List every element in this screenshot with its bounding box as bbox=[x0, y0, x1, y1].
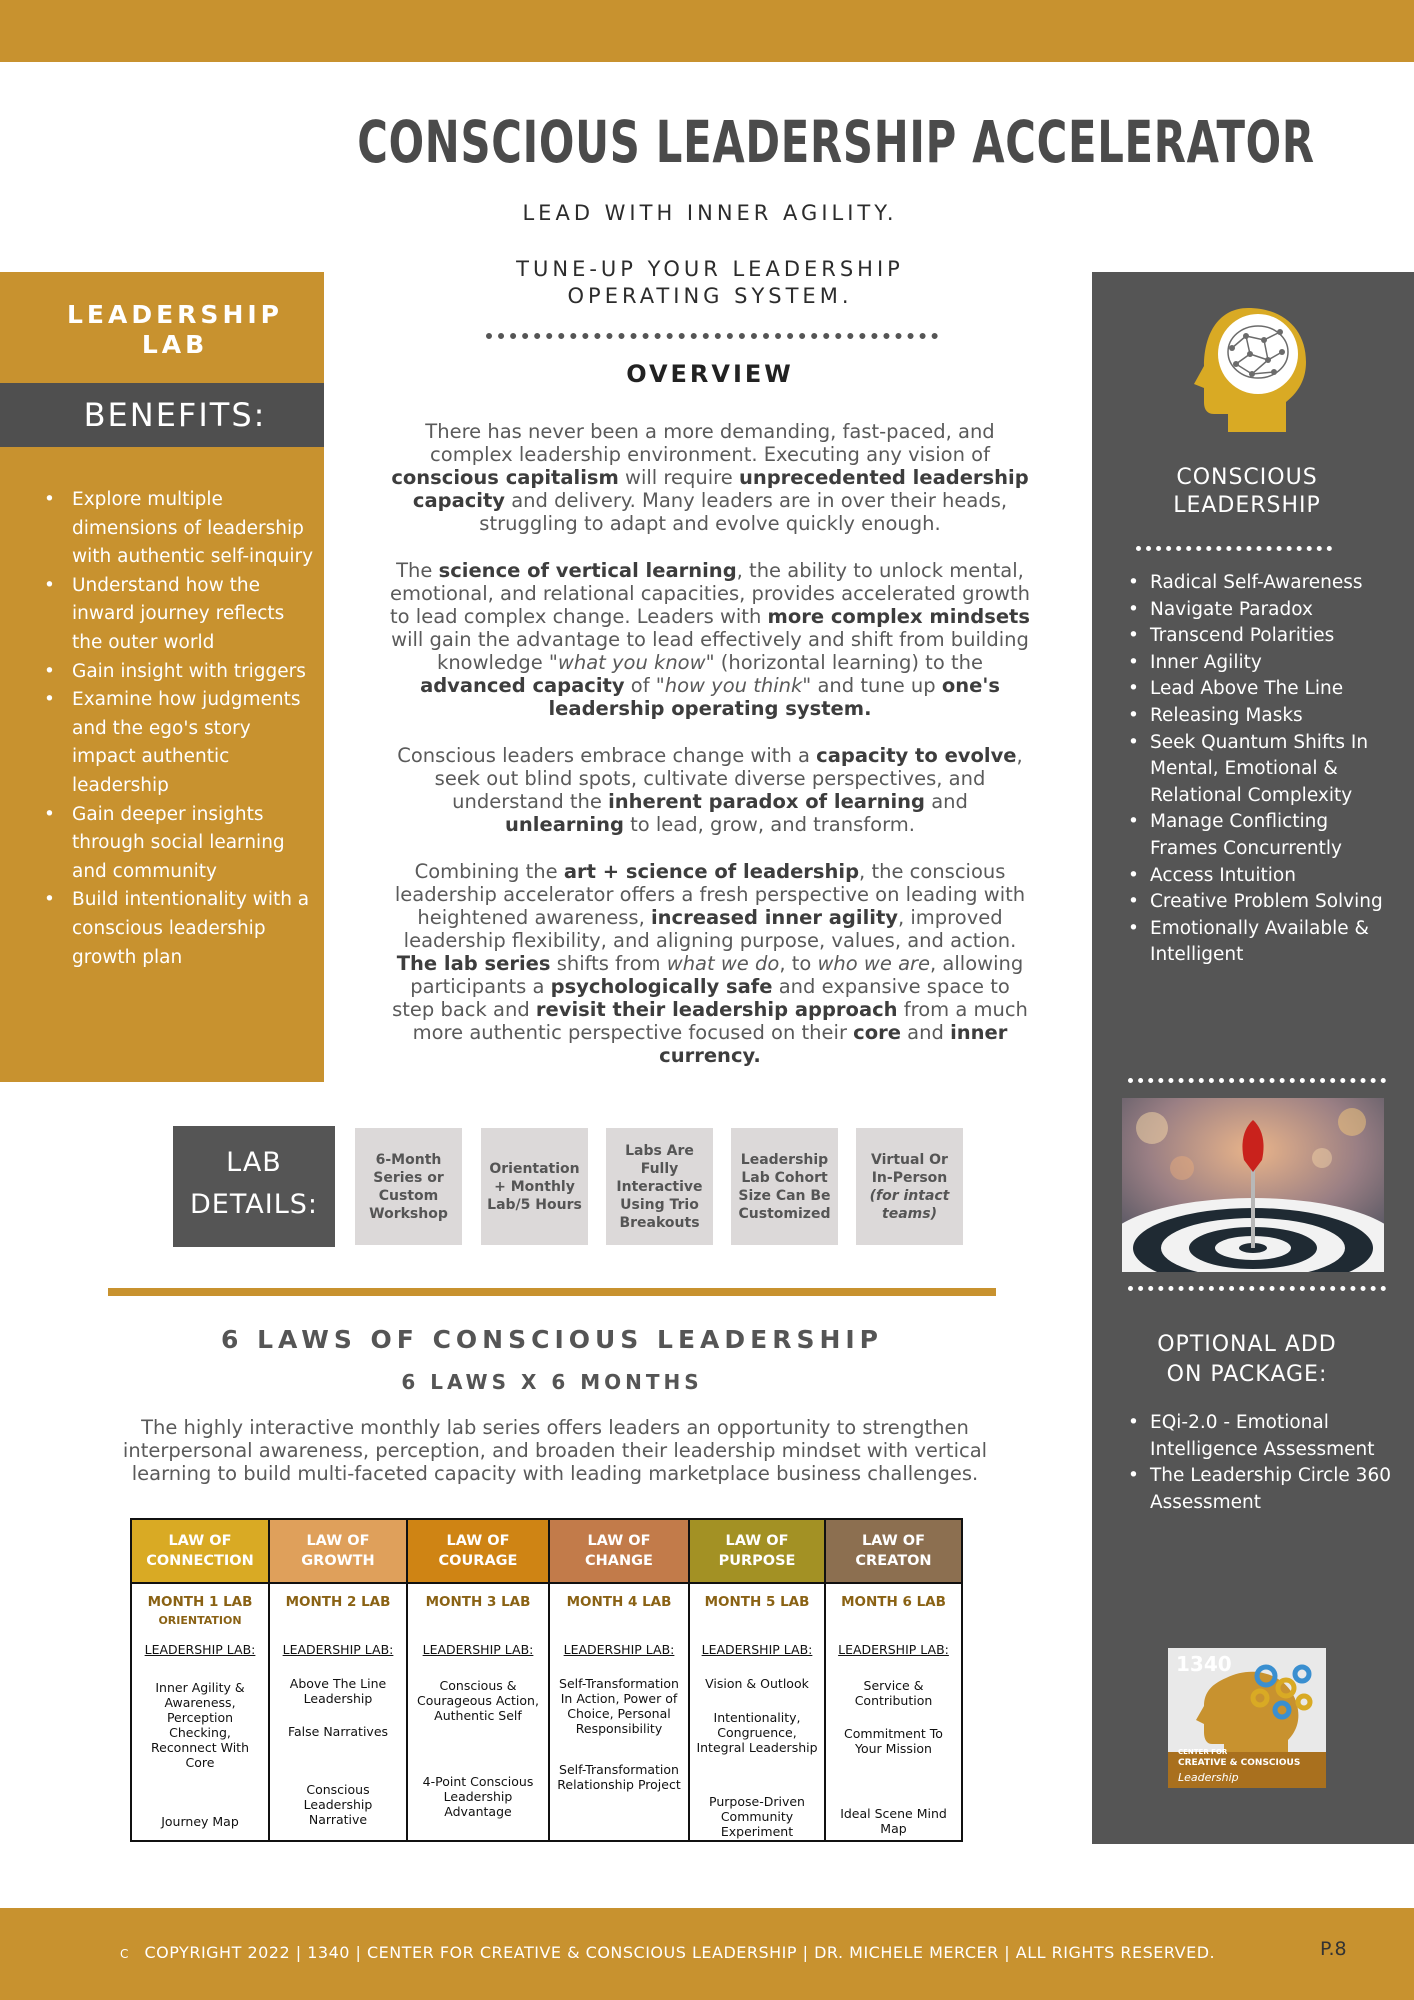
list-item: • Gain deeper insights through social learning and community bbox=[44, 801, 314, 887]
leadership-lab-label: LEADERSHIP LAB: bbox=[144, 1642, 256, 1657]
month-label: MONTH 6 LAB bbox=[841, 1594, 946, 1610]
laws-title: 6 LAWS OF CONSCIOUS LEADERSHIP bbox=[221, 1325, 883, 1354]
detail-box bbox=[606, 1128, 713, 1245]
lab-details-label bbox=[173, 1126, 335, 1247]
label-line-2: DETAILS: bbox=[190, 1189, 318, 1220]
list-item: • Releasing Masks bbox=[1128, 703, 1398, 730]
lab-topic: Purpose-Driven Community Experiment bbox=[709, 1794, 805, 1839]
detail-box bbox=[355, 1128, 462, 1245]
lab-topic: Conscious & Courageous Action, Authentic Self bbox=[417, 1678, 539, 1723]
lab-topic: Ideal Scene Mind Map bbox=[840, 1806, 947, 1836]
footer bbox=[120, 1943, 1300, 1962]
orientation-label: ORIENTATION bbox=[158, 1614, 242, 1627]
overview-paragraph-2: The science of vertical learning, the ability to unlock mental, emotional, and relational capacities, provides accelerated growth to lead complex change. Leaders with more complex mindsets will gain the advantage to lead effectively and shift from building knowledge "what you know" (horizontal learning) to the advanced capacity of "how you think" and tune up one's leadership operating system. bbox=[390, 559, 1030, 720]
list-item: • Manage Conflicting Frames Concurrently bbox=[1128, 809, 1398, 862]
footer-text: COPYRIGHT 2022 | 1340 | CENTER FOR CREATIVE & CONSCIOUS LEADERSHIP | DR. MICHELE MERCER | ALL RIGHTS RESERVED. bbox=[144, 1943, 1216, 1962]
heading-line-2: LAB bbox=[141, 330, 209, 359]
list-item: • The Leadership Circle 360 Assessment bbox=[1128, 1463, 1398, 1516]
logo-number: 1340 bbox=[1176, 1652, 1232, 1676]
conscious-leadership-title bbox=[1092, 464, 1402, 520]
conscious-leadership-list bbox=[1128, 570, 1398, 969]
copyright-icon: C bbox=[120, 1947, 129, 1961]
laws-subtitle: 6 LAWS X 6 MONTHS bbox=[401, 1370, 703, 1394]
leadership-lab-label: LEADERSHIP LAB: bbox=[701, 1642, 813, 1657]
lab-topic: 4-Point Conscious Leadership Advantage bbox=[422, 1774, 534, 1819]
list-item: • Build intentionality with a conscious leadership growth plan bbox=[44, 886, 314, 972]
leadership-lab-panel bbox=[0, 272, 324, 1082]
law-column bbox=[690, 1520, 826, 1840]
overview-heading: OVERVIEW bbox=[626, 360, 794, 388]
list-item: • Transcend Polarities bbox=[1128, 623, 1398, 650]
law-header: LAW OF GROWTH bbox=[270, 1520, 406, 1584]
overview-paragraph-1: There has never been a more demanding, fast-paced, and complex leadership environment. Executing any vision of conscious capitalism will require unprecedented leadership capacity and delivery. Many leaders are in over their heads, struggling to adapt and evolve quickly enough. bbox=[391, 420, 1029, 535]
leadership-lab-label: LEADERSHIP LAB: bbox=[282, 1642, 394, 1657]
lab-topic: Self-Transformation Relationship Project bbox=[557, 1762, 681, 1792]
leadership-lab-label: LEADERSHIP LAB: bbox=[563, 1642, 675, 1657]
list-item: • Examine how judgments and the ego's story impact authentic leadership bbox=[44, 686, 314, 800]
detail-note: (for intact teams) bbox=[869, 1187, 950, 1222]
law-header: LAW OF COURAGE bbox=[408, 1520, 548, 1584]
month-label: MONTH 5 LAB bbox=[704, 1594, 810, 1610]
detail-text: Virtual Or In-Person bbox=[871, 1151, 948, 1186]
gold-divider bbox=[108, 1288, 996, 1296]
leadership-lab-label: LEADERSHIP LAB: bbox=[838, 1642, 949, 1657]
heading-line-1: LEADERSHIP bbox=[67, 300, 283, 329]
lab-topic: False Narratives bbox=[287, 1724, 389, 1739]
lab-topic: Self-Transformation In Action, Power of Choice, Personal Responsibility bbox=[559, 1676, 679, 1736]
logo-text-2: CREATIVE & CONSCIOUS bbox=[1178, 1758, 1301, 1768]
month-label: MONTH 2 LAB bbox=[285, 1594, 391, 1610]
law-header: LAW OF CHANGE bbox=[550, 1520, 688, 1584]
title-line-2: ON PACKAGE: bbox=[1166, 1362, 1328, 1387]
list-item: • Navigate Paradox bbox=[1128, 597, 1398, 624]
detail-text: Leadership Lab Cohort Size Can Be Customized bbox=[738, 1151, 831, 1222]
dart-target-image bbox=[1122, 1098, 1384, 1272]
month-label: MONTH 4 LAB bbox=[566, 1594, 672, 1610]
benefits-band bbox=[0, 383, 324, 447]
law-column bbox=[826, 1520, 961, 1840]
law-header: LAW OF PURPOSE bbox=[690, 1520, 824, 1584]
dotted-divider bbox=[1128, 1078, 1386, 1083]
lab-topic: Intentionality, Congruence, Integral Leadership bbox=[696, 1710, 818, 1755]
law-column bbox=[132, 1520, 270, 1840]
title-line-2: LEADERSHIP bbox=[1173, 493, 1321, 518]
benefits-label: BENEFITS: bbox=[83, 396, 267, 434]
list-item: • Emotionally Available & Intelligent bbox=[1128, 916, 1398, 969]
top-banner bbox=[0, 0, 1414, 62]
law-column bbox=[408, 1520, 550, 1840]
month-label: MONTH 3 LAB bbox=[425, 1594, 531, 1610]
center-logo bbox=[1168, 1648, 1326, 1788]
optional-package-title bbox=[1092, 1330, 1402, 1390]
detail-text: Orientation + Monthly Lab/5 Hours bbox=[487, 1160, 582, 1213]
tagline-line-2: OPERATING SYSTEM. bbox=[567, 284, 853, 308]
logo-text-3: Leadership bbox=[1178, 1771, 1239, 1784]
lab-topic: Inner Agility & Awareness, Perception Checking, Reconnect With Core bbox=[151, 1680, 249, 1770]
lab-topic: Commitment To Your Mission bbox=[844, 1726, 943, 1756]
list-item: • Understand how the inward journey reflects the outer world bbox=[44, 572, 314, 658]
leadership-lab-heading bbox=[0, 300, 350, 360]
law-header: LAW OF CONNECTION bbox=[132, 1520, 268, 1584]
logo-text-1: CENTER FOR bbox=[1178, 1748, 1228, 1756]
benefits-list bbox=[44, 486, 314, 972]
list-item: • Access Intuition bbox=[1128, 863, 1398, 890]
list-item: • Explore multiple dimensions of leadership with authentic self-inquiry bbox=[44, 486, 314, 572]
month-label: MONTH 1 LAB bbox=[147, 1594, 253, 1610]
lab-topic: Above The Line Leadership bbox=[289, 1676, 387, 1706]
list-item: • EQi-2.0 - Emotional Intelligence Assessment bbox=[1128, 1410, 1398, 1463]
dotted-divider bbox=[1128, 1286, 1386, 1291]
brain-head-icon bbox=[1188, 302, 1318, 438]
dotted-divider bbox=[1136, 546, 1332, 551]
list-item: • Inner Agility bbox=[1128, 650, 1398, 677]
dotted-divider bbox=[486, 333, 938, 339]
title-line-1: CONSCIOUS bbox=[1176, 465, 1318, 490]
detail-box bbox=[731, 1128, 838, 1245]
title-line-1: OPTIONAL ADD bbox=[1157, 1332, 1337, 1357]
list-item: • Seek Quantum Shifts In Mental, Emotional & Relational Complexity bbox=[1128, 730, 1398, 810]
label-line-1: LAB bbox=[226, 1147, 282, 1178]
lab-topic: Service & Contribution bbox=[854, 1678, 933, 1708]
list-item: • Lead Above The Line bbox=[1128, 676, 1398, 703]
law-header: LAW OF CREATON bbox=[826, 1520, 961, 1584]
laws-table bbox=[130, 1518, 963, 1842]
detail-box bbox=[481, 1128, 588, 1245]
tagline-operating-system bbox=[380, 256, 1040, 310]
overview-paragraph-3: Conscious leaders embrace change with a capacity to evolve, seek out blind spots, cultivate diverse perspectives, and understand the inherent paradox of learning and unlearning to lead, grow, and transform. bbox=[397, 744, 1023, 836]
laws-description: The highly interactive monthly lab series offers leaders an opportunity to strengthen interpersonal awareness, perception, and broaden their leadership mindset with vertical learning to build multi-faceted capacity with leading marketplace business challenges. bbox=[122, 1416, 988, 1485]
conscious-leadership-panel bbox=[1092, 272, 1414, 1844]
list-item: • Gain insight with triggers bbox=[44, 658, 314, 687]
list-item: • Radical Self-Awareness bbox=[1128, 570, 1398, 597]
tagline-line-1: TUNE-UP YOUR LEADERSHIP bbox=[516, 257, 904, 281]
lab-topic: Journey Map bbox=[161, 1814, 239, 1829]
overview-paragraph-4: Combining the art + science of leadership, the conscious leadership accelerator offers a fresh perspective on leading with heightened awareness, increased inner agility, improved leadership flexibility, and aligning purpose, values, and action. The lab series shifts from what we do, to who we are, allowing participants a psychologically safe and expansive space to step back and revisit their leadership approach from a much more authentic perspective focused on their core and inner currency. bbox=[392, 860, 1028, 1067]
detail-text: 6-Month Series or Custom Workshop bbox=[369, 1151, 448, 1222]
lab-topic: Conscious Leadership Narrative bbox=[303, 1782, 373, 1827]
list-item: • Creative Problem Solving bbox=[1128, 889, 1398, 916]
leadership-lab-label: LEADERSHIP LAB: bbox=[422, 1642, 534, 1657]
page-number: P.8 bbox=[1320, 1938, 1347, 1960]
lab-topic: Vision & Outlook bbox=[705, 1676, 809, 1691]
tagline-inner-agility: LEAD WITH INNER AGILITY. bbox=[522, 201, 898, 225]
detail-box bbox=[856, 1128, 963, 1245]
optional-package-list bbox=[1128, 1410, 1398, 1516]
law-column bbox=[550, 1520, 690, 1840]
page-title: CONSCIOUS LEADERSHIP ACCELERATOR bbox=[357, 108, 1315, 176]
law-column bbox=[270, 1520, 408, 1840]
detail-text: Labs Are Fully Interactive Using Trio Breakouts bbox=[616, 1142, 703, 1231]
